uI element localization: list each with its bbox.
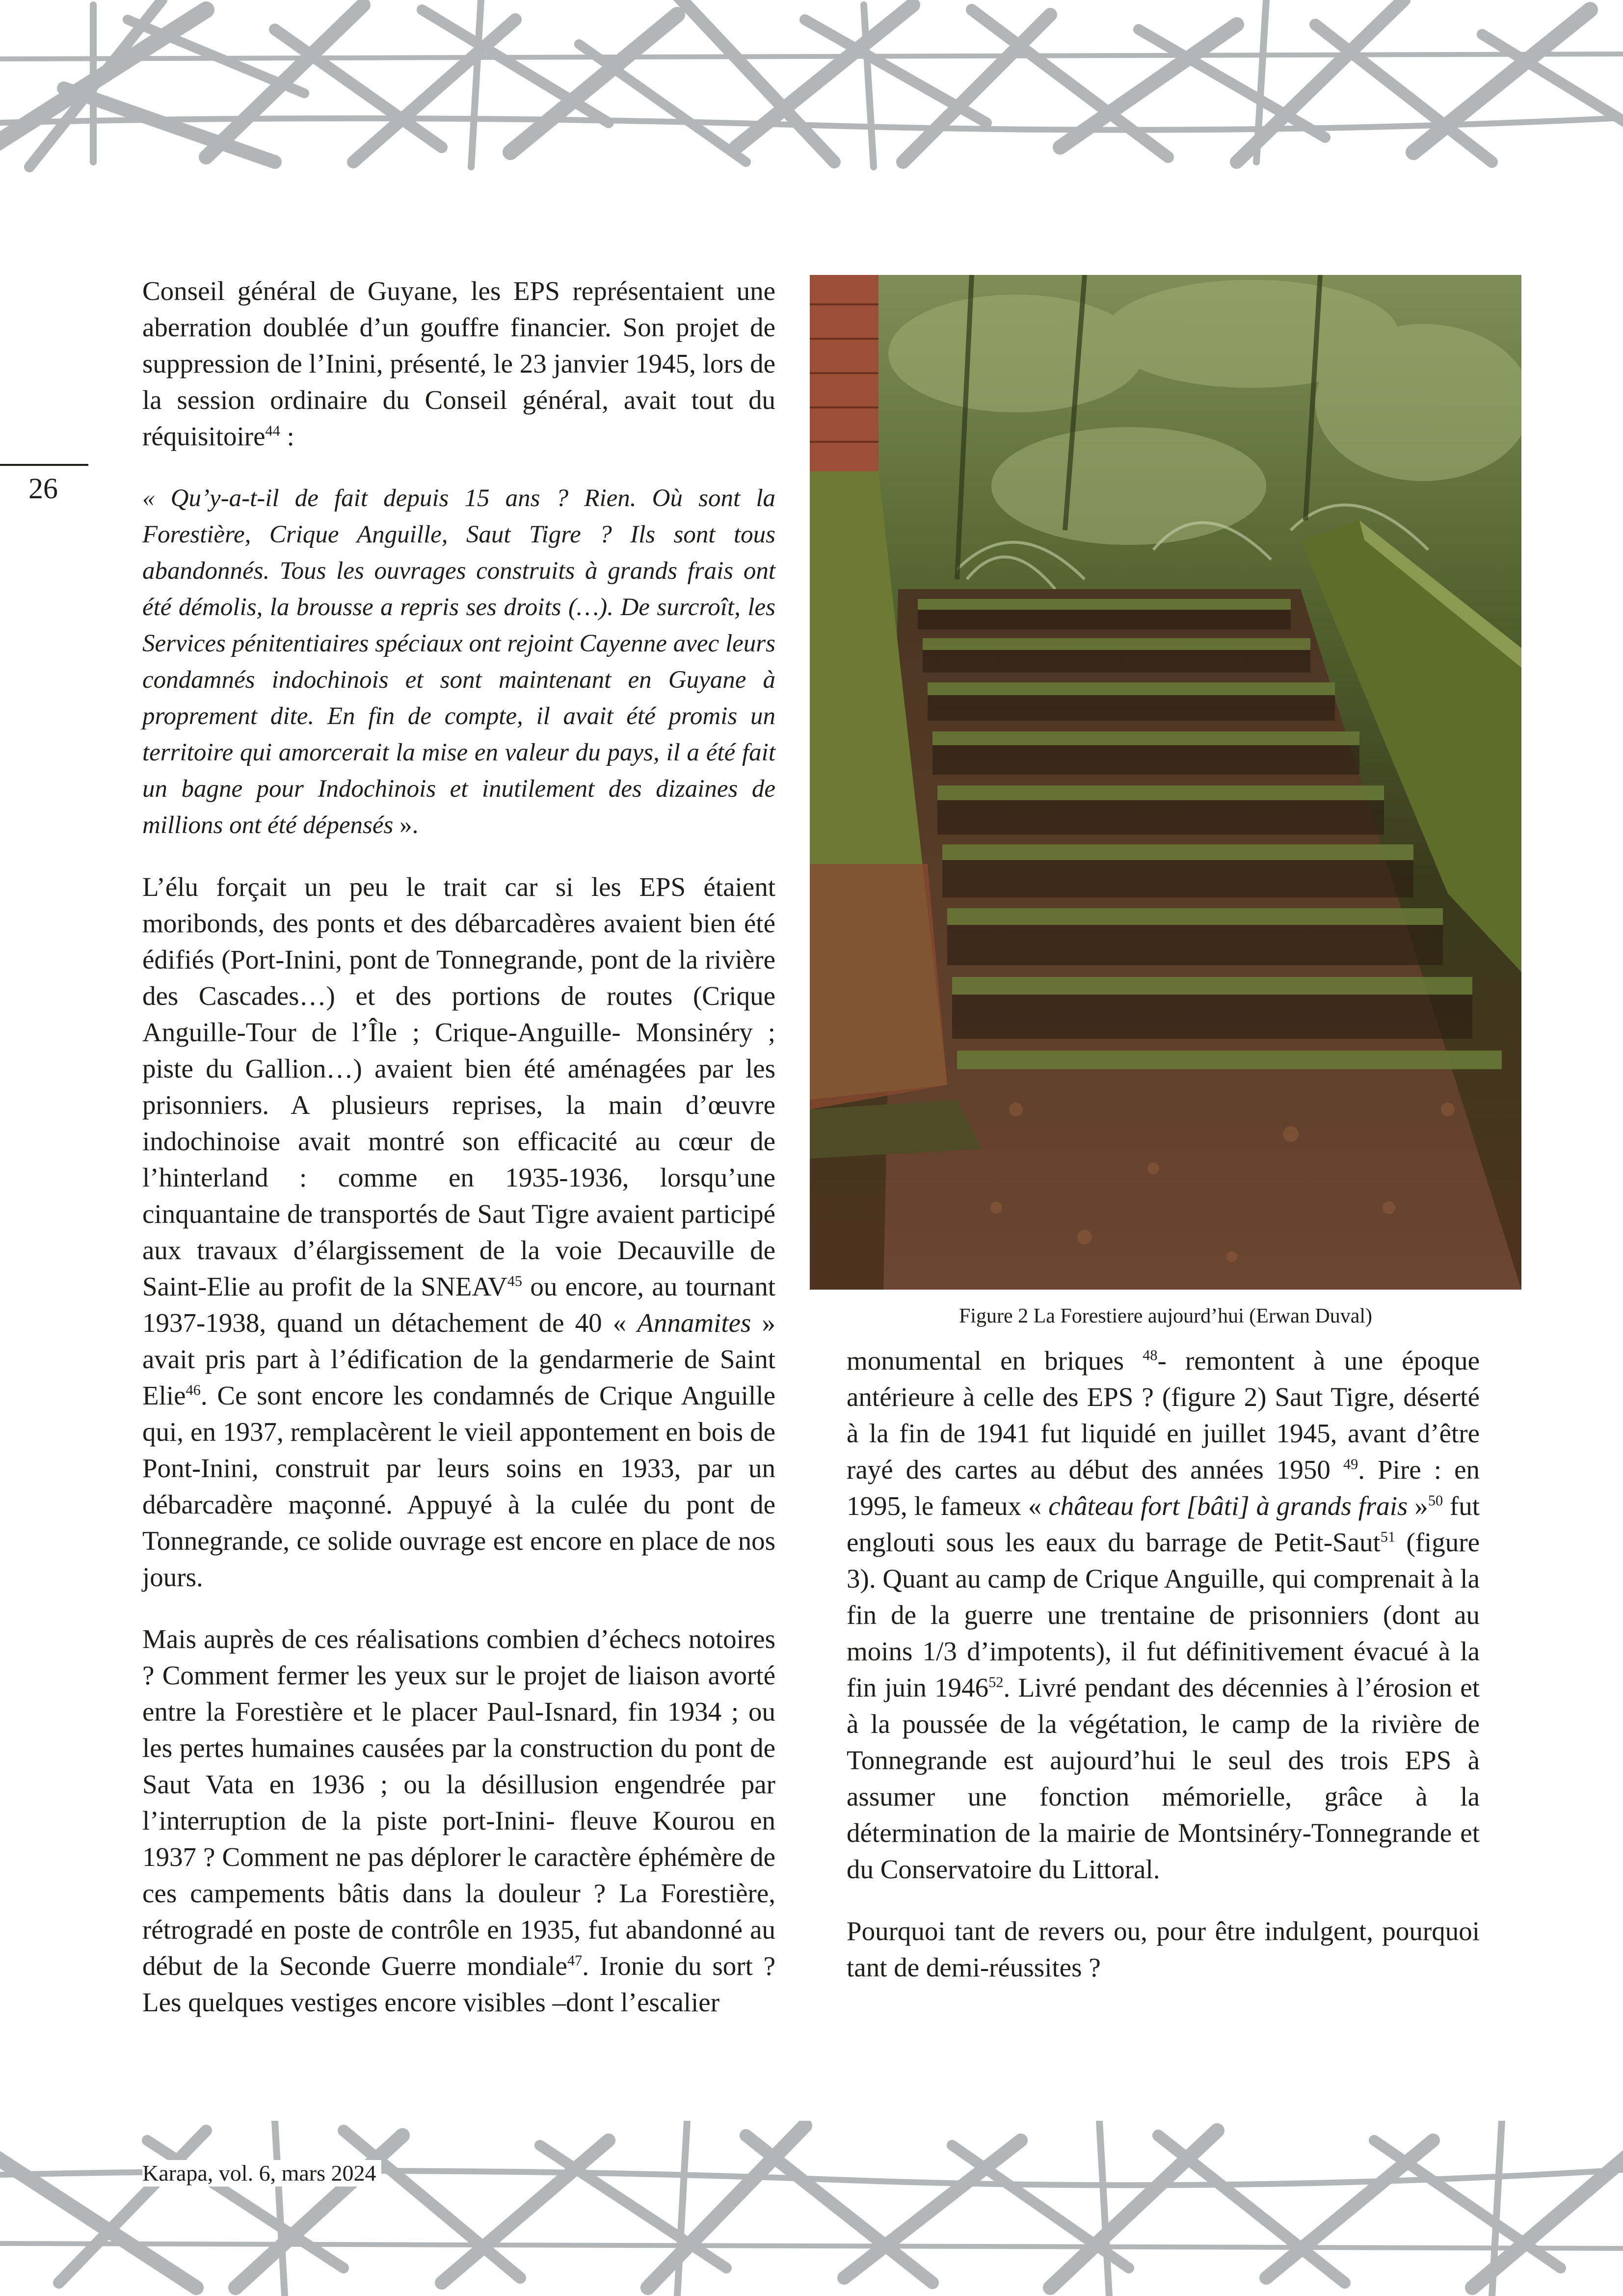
tribal-pattern-top	[0, 0, 1623, 174]
paragraph-vestiges	[847, 1343, 1480, 1888]
footnote-ref-45[interactable]: 45	[507, 1272, 522, 1290]
paragraph-works	[142, 869, 775, 1595]
paragraph-text: ou encore, au tournant 1937-1938, quand un détachement de 40 «	[142, 1271, 775, 1338]
paragraph-text: :	[280, 421, 294, 451]
footnote-ref-48[interactable]: 48	[1143, 1347, 1158, 1364]
paragraph-text: » avait pris part à l’édification de la gendarmerie de Saint Elie	[142, 1308, 775, 1410]
top-ornament-band	[0, 0, 1623, 174]
paragraph-text: fut englouti sous les eaux du barrage de Petit-Saut	[847, 1491, 1480, 1557]
blockquote	[142, 480, 775, 843]
footnote-ref-50[interactable]: 50	[1428, 1492, 1443, 1509]
paragraph-text: (figure 3). Quant au camp de Crique Anguille, qui comprenait à la fin de la guerre une trentaine de prisonniers (dont au moins 1/3 d’impotents), il fut définitivement évacué à la fin juin 1946	[847, 1527, 1480, 1702]
quote-close: ».	[393, 811, 419, 839]
footnote-ref-47[interactable]: 47	[567, 1952, 583, 1969]
staircase-illustration	[810, 275, 1521, 1290]
italic-term: Annamites	[637, 1308, 751, 1338]
paragraph-text: L’élu forçait un peu le trait car si les EPS étaient moribonds, des ponts et des débarcadères avaient bien été édifiés (Port-Inini, pont de Tonnegrande, pont de la rivière des Cascades…) et des portions de routes (Crique Anguille-Tour de l’Île ; Crique-Anguille- Monsinéry ; piste du Gallion…) avaient bien été aménagées par les prisonniers. A plusieurs reprises, la main d’œuvre indochinoise avait montré son efficacité au cœur de l’hinterland : comme en 1935-1936, lorsqu’une cinquantaine de transportés de Saut Tigre avaient participé aux travaux d’élargissement de la voie Decauville de Saint-Elie au profit de la SNEAV	[142, 872, 775, 1301]
footnote-ref-46[interactable]: 46	[186, 1381, 201, 1399]
bottom-ornament-band	[0, 2121, 1623, 2296]
figure-caption: Figure 2 La Forestiere aujourd’hui (Erwan Duval)	[958, 1305, 1373, 1327]
quote-text: Qu’y-a-t-il de fait depuis 15 ans ? Rien. Où sont la Forestière, Crique Anguille, Saut Tigre ? Ils sont tous abandonnés. Tous les ouvrages construits à grands frais ont été démolis, la brousse a repris ses droits (…). De surcroît, les Services pénitentiaires spéciaux ont rejoint Cayenne avec leurs condamnés indochinois et sont maintenant en Guyane à proprement dite. En fin de compte, il avait été promis un territoire qui amorcerait la mise en valeur du pays, il a été fait un bagne pour Indochinois et inutilement des dizaines de millions ont été dépensés	[142, 485, 775, 839]
italic-quote: château fort [bâti] à grands frais	[1048, 1491, 1408, 1521]
footnote-ref-49[interactable]: 49	[1343, 1456, 1358, 1473]
paragraph-text: . Livré pendant des décennies à l’érosion et à la poussée de la végétation, le camp de la rivière de Tonnegrande est aujourd’hui le seul des trois EPS à assumer une fonction mémorielle, grâce à la détermination de la mairie de Montsinéry-Tonnegrande et du Conservatoire du Littoral.	[847, 1673, 1480, 1884]
page-number: 26	[28, 472, 58, 505]
margin-rule	[0, 464, 88, 466]
paragraph-conclusion: Pourquoi tant de revers ou, pour être indulgent, pourquoi tant de demi-réussites ?	[847, 1916, 1480, 1982]
paragraph-text: . Pire : en 1995, le fameux «	[847, 1455, 1480, 1521]
footnote-ref-51[interactable]: 51	[1380, 1528, 1396, 1545]
paragraph-text: Conseil général de Guyane, les EPS représentaient une aberration doublée d’un gouffre financier. Son projet de suppression de l’Inini, présenté, le 23 janvier 1945, lors de la session ordinaire du Conseil général, avait tout du réquisitoire	[142, 276, 775, 451]
right-column	[847, 1343, 1480, 1986]
footnote-ref-44[interactable]: 44	[265, 422, 280, 439]
paragraph-text: monumental en briques	[847, 1346, 1143, 1376]
quote-open: «	[142, 485, 171, 512]
left-column	[142, 273, 775, 2021]
paragraph-text: Mais auprès de ces réalisations combien d’échecs notoires ? Comment fermer les yeux sur le projet de liaison avorté entre la Forestière et le placer Paul-Isnard, fin 1934 ; ou les pertes humaines causées par la construction du pont de Saut Vata en 1936 ; ou la désillusion engendrée par l’interruption de la piste port-Inini- fleuve Kourou en 1937 ? Comment ne pas déplorer le caractère éphémère de ces campements bâtis dans la douleur ? La Forestière, rétrogradé en poste de contrôle en 1935, fut abandonné au début de la Seconde Guerre mondiale	[142, 1624, 775, 1981]
footer-citation: Karapa, vol. 6, mars 2024	[142, 2160, 381, 2187]
paragraph-text: - remontent à une époque antérieure à celle des EPS ? (figure 2) Saut Tigre, déserté à la fin de 1941 fut liquidé en juillet 1945, avant d’être rayé des cartes au début des années 1950	[847, 1346, 1480, 1485]
paragraph-text: . Ce sont encore les condamnés de Crique Anguille qui, en 1937, remplacèrent le vieil appontement en bois de Pont-Inini, construit par leurs soins en 1933, par un débarcadère maçonné. Appuyé à la culée du pont de Tonnegrande, ce solide ouvrage est encore en place de nos jours.	[142, 1380, 775, 1592]
paragraph-intro	[142, 273, 775, 455]
figure-photo	[810, 275, 1521, 1290]
paragraph-text: . Ironie du sort ? Les quelques vestiges encore visibles –dont l’escalier	[142, 1951, 775, 2017]
tribal-pattern-bottom	[0, 2121, 1623, 2296]
paragraph-text: »	[1408, 1491, 1428, 1521]
paragraph-failures	[142, 1621, 775, 2021]
footnote-ref-52[interactable]: 52	[988, 1674, 1004, 1691]
